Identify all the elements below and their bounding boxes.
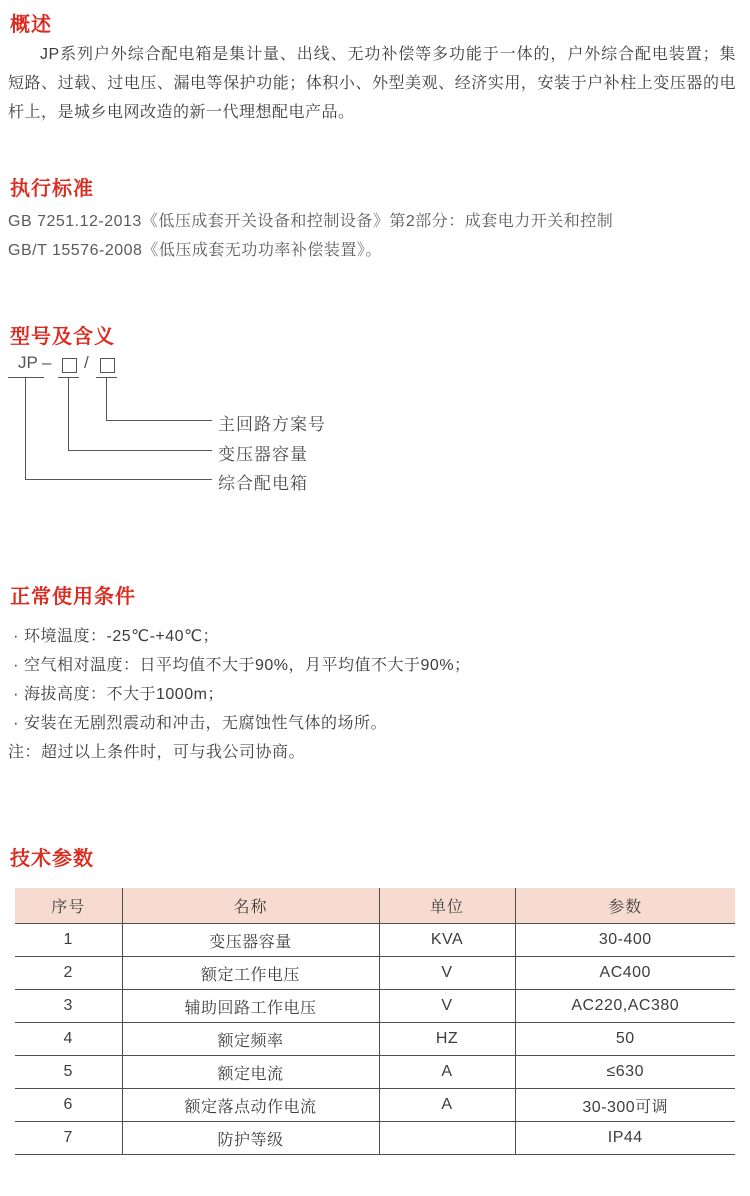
table-row [15, 957, 735, 990]
bullet-dot: · [13, 686, 19, 703]
condition-item [8, 651, 738, 680]
table-cell: AC220,AC380 [515, 990, 735, 1023]
table-cell: 额定落点动作电流 [122, 1089, 379, 1122]
table-cell: HZ [379, 1023, 515, 1056]
condition-text: 安装在无剧烈震动和冲击，无腐蚀性气体的场所。 [24, 715, 388, 732]
table-row [15, 924, 735, 957]
underline-box-2 [96, 377, 117, 378]
bullet-dot: · [13, 715, 19, 732]
table-cell [379, 1122, 515, 1155]
table-cell: 3 [15, 990, 122, 1023]
parameters-heading: 技术参数 [10, 848, 94, 870]
table-cell: 额定电流 [122, 1056, 379, 1089]
standards-list [8, 207, 738, 265]
table-row [15, 1023, 735, 1056]
table-cell: 辅助回路工作电压 [122, 990, 379, 1023]
table-cell: 6 [15, 1089, 122, 1122]
connector-horizontal-box [25, 479, 212, 480]
table-cell: 2 [15, 957, 122, 990]
table-cell: 7 [15, 1122, 122, 1155]
parameters-table [15, 888, 735, 1155]
overview-paragraph: JP系列户外综合配电箱是集计量、出线、无功补偿等多功能于一体的，户外综合配电装置；集短路、过载、过电压、漏电等保护功能；体积小、外型美观、经济实用，安装于户补柱上变压器的电杆上，是城乡电网改造的新一代理想配电产品。 [8, 46, 736, 121]
table-cell: A [379, 1089, 515, 1122]
table-body [15, 924, 735, 1155]
table-cell: KVA [379, 924, 515, 957]
standard-line: GB 7251.12-2013《低压成套开关设备和控制设备》第2部分：成套电力开关和控制 [8, 213, 614, 230]
connector-horizontal-capacity [68, 450, 212, 451]
table-cell: IP44 [515, 1122, 735, 1155]
condition-text: 海拔高度：不大于1000m； [24, 686, 224, 703]
model-dash: – [42, 353, 52, 372]
condition-text: 空气相对温度：日平均值不大于90%，月平均值不大于90%； [24, 657, 471, 674]
table-row [15, 990, 735, 1023]
connector-vertical-box-2 [106, 377, 107, 420]
table-cell: V [379, 957, 515, 990]
conditions-list [8, 622, 738, 767]
table-cell: ≤630 [515, 1056, 735, 1089]
table-cell: 4 [15, 1023, 122, 1056]
standards-heading: 执行标准 [10, 178, 94, 200]
conditions-note: 注：超过以上条件时，可与我公司协商。 [8, 744, 306, 761]
column-header-index: 序号 [15, 888, 122, 924]
table-cell: 额定工作电压 [122, 957, 379, 990]
table-cell: 防护等级 [122, 1122, 379, 1155]
model-label-transformer-capacity: 变压器容量 [218, 445, 308, 464]
table-cell: 30-300可调 [515, 1089, 735, 1122]
model-heading: 型号及含义 [10, 326, 115, 348]
model-label-combined-distribution-box: 综合配电箱 [218, 474, 308, 493]
standard-line: GB/T 15576-2008《低压成套无功功率补偿装置》。 [8, 242, 382, 259]
table-cell: 额定频率 [122, 1023, 379, 1056]
condition-item [8, 709, 738, 738]
condition-item [8, 622, 738, 651]
connector-vertical-prefix [25, 377, 26, 479]
connector-horizontal-scheme [106, 420, 212, 421]
model-placeholder-box-1 [62, 358, 77, 373]
table-row [15, 1089, 735, 1122]
column-header-name: 名称 [122, 888, 379, 924]
bullet-dot: · [13, 628, 19, 645]
bullet-dot: · [13, 657, 19, 674]
table-cell: 30-400 [515, 924, 735, 957]
table-row [15, 1122, 735, 1155]
column-header-parameter: 参数 [515, 888, 735, 924]
condition-item [8, 680, 738, 709]
model-placeholder-box-2 [100, 358, 115, 373]
column-header-unit: 单位 [379, 888, 515, 924]
table-header-row [15, 888, 735, 924]
condition-text: 环境温度：-25℃-+40℃； [24, 628, 220, 645]
model-label-main-circuit-scheme: 主回路方案号 [218, 415, 326, 434]
table-cell: 1 [15, 924, 122, 957]
table-cell: V [379, 990, 515, 1023]
underline-box-1 [58, 377, 79, 378]
table-cell: AC400 [515, 957, 735, 990]
model-prefix: JP [18, 353, 38, 372]
model-slash: / [84, 353, 89, 372]
connector-vertical-box-1 [68, 377, 69, 450]
conditions-heading: 正常使用条件 [10, 586, 136, 608]
underline-prefix [8, 377, 44, 378]
table-cell: A [379, 1056, 515, 1089]
table-cell: 变压器容量 [122, 924, 379, 957]
table-cell: 50 [515, 1023, 735, 1056]
overview-heading: 概述 [10, 14, 52, 36]
table-row [15, 1056, 735, 1089]
table-cell: 5 [15, 1056, 122, 1089]
